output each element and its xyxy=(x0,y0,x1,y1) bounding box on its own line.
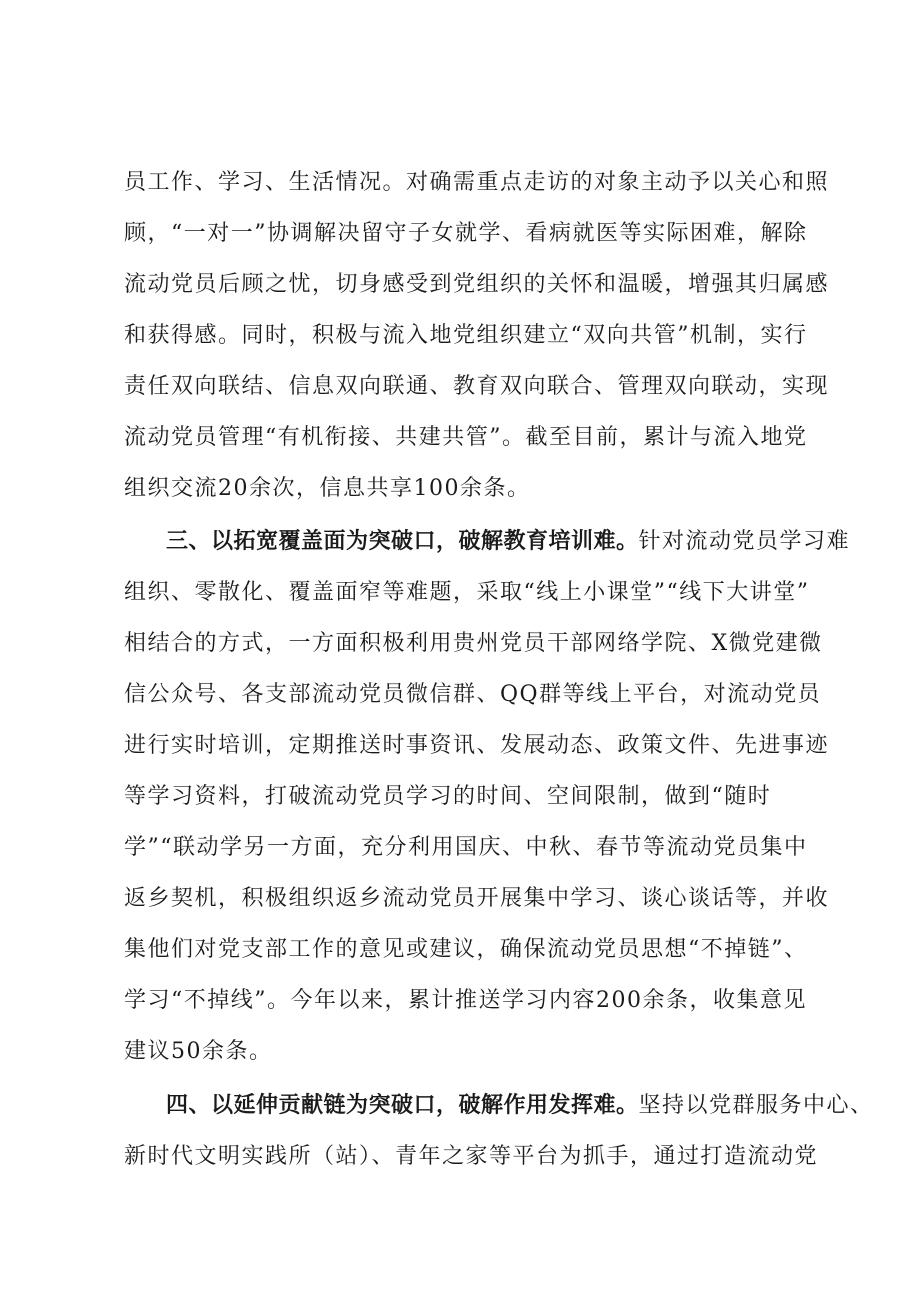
paragraph-line: 建议50余条。 xyxy=(124,1039,273,1064)
paragraph-line: 组织交流20余次，信息共享100余条。 xyxy=(124,476,531,501)
paragraph-line: 集他们对党支部工作的意见或建议，确保流动党员思想“不掉链”、 xyxy=(124,937,808,962)
paragraph-line: 流动党员后顾之忧，切身感受到党组织的关怀和温暖，增强其归属感 xyxy=(124,272,830,297)
paragraph-line: 返乡契机，积极组织返乡流动党员开展集中学习、谈心谈话等，并收 xyxy=(124,886,830,911)
paragraph-line: 等学习资料，打破流动党员学习的时间、空间限制，做到“随时 xyxy=(124,784,772,809)
paragraph-line: 信公众号、各支部流动党员微信群、QQ群等线上平台，对流动党员 xyxy=(124,682,822,707)
paragraph-line: 员工作、学习、生活情况。对确需重点走访的对象主动予以关心和照 xyxy=(124,170,830,195)
paragraph-line: 相结合的方式，一方面积极利用贵州党员干部网络学院、X微党建微 xyxy=(124,631,823,656)
section-3-first-line xyxy=(166,522,851,562)
paragraph-line: 进行实时培训，定期推送时事资讯、发展动态、政策文件、先进事迹 xyxy=(124,733,830,758)
paragraph-line: 流动党员管理“有机衔接、共建共管”。截至目前，累计与流入地党 xyxy=(124,425,808,450)
paragraph-line: 学习“不掉线”。今年以来，累计推送学习内容200余条，收集意见 xyxy=(124,988,807,1013)
paragraph-line: 顾，“一对一”协调解决留守子女就学、看病就医等实际困难，解除 xyxy=(124,221,808,246)
paragraph-line: 新时代文明实践所（站）、青年之家等平台为抓手，通过打造流动党 xyxy=(124,1144,819,1169)
section-3-first-line-text: 针对流动党员学习难 xyxy=(638,529,851,554)
paragraph-line: 和获得感。同时，积极与流入地党组织建立“双向共管”机制，实行 xyxy=(124,323,808,348)
paragraph-line: 学”“联动学另一方面，充分利用国庆、中秋、春节等流动党员集中 xyxy=(124,835,808,860)
paragraph-line: 组织、零散化、覆盖面窄等难题，采取“线上小课堂”“线下大讲堂” xyxy=(124,580,810,605)
section-4-heading: 四、以延伸贡献链为突破口，破解作用发挥难。 xyxy=(166,1093,639,1118)
section-3-heading: 三、以拓宽覆盖面为突破口，破解教育培训难。 xyxy=(166,529,639,554)
paragraph-line: 责任双向联结、信息双向联通、教育双向联合、管理双向联动，实现 xyxy=(124,374,830,399)
section-4-first-line-text: 坚持以党群服务中心、 xyxy=(638,1093,874,1118)
section-4-first-line xyxy=(166,1086,874,1126)
